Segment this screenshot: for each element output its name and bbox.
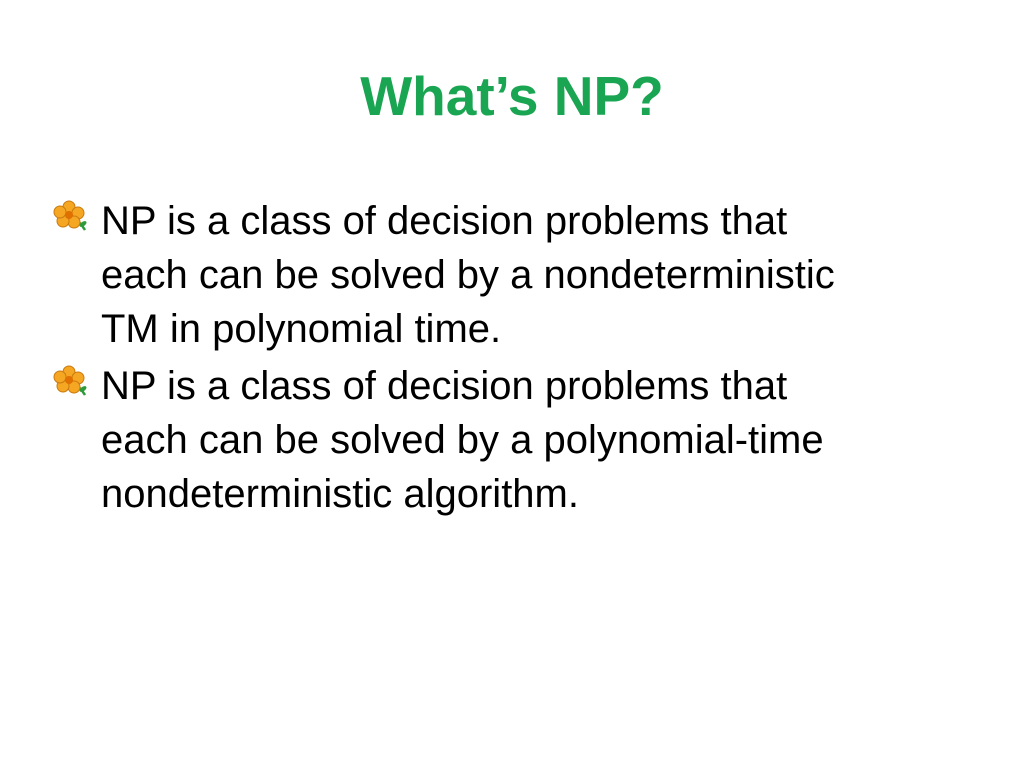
bullet-list	[52, 194, 972, 524]
flower-icon	[52, 199, 90, 233]
bullet-text: NP is a class of decision problems that each can be solved by a polynomial-time nondeterministic algorithm.	[101, 364, 824, 516]
bullet-item	[52, 194, 972, 356]
bullet-item	[52, 359, 972, 521]
slide-title: What’s NP?	[360, 65, 664, 127]
bullet-text: NP is a class of decision problems that each can be solved by a nondeterministic TM in polynomial time.	[101, 199, 835, 351]
flower-icon	[52, 364, 90, 398]
